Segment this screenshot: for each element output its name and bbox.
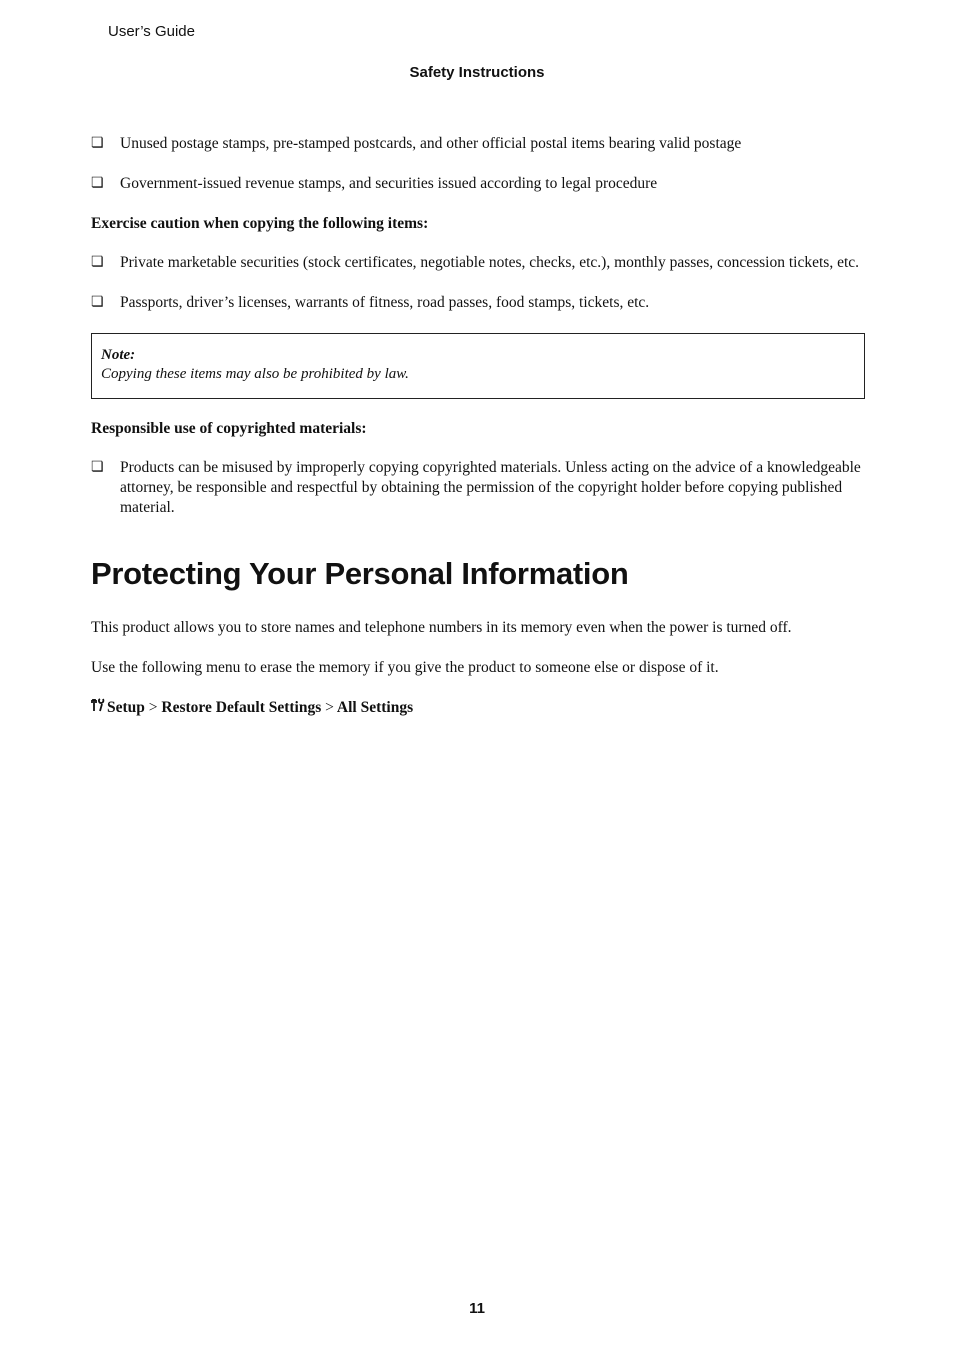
- note-box: [91, 333, 865, 399]
- list-item-text: Products can be misused by improperly copying copyrighted materials. Unless acting on the advice of a knowledgeable attorney, be responsible and respectful by obtaining the permission of the copyright holder before copying published material.: [120, 459, 861, 516]
- note-text: Copying these items may also be prohibited by law.: [101, 366, 409, 382]
- menu-restore-default: Restore Default Settings: [161, 699, 322, 716]
- list-item: [91, 253, 865, 273]
- setup-wrench-icon: [91, 698, 105, 718]
- checkbox-bullet-icon: ❏: [91, 255, 104, 270]
- paragraph: Use the following menu to erase the memory if you give the product to someone else or dispose of it.: [91, 659, 719, 676]
- checkbox-bullet-icon: ❏: [91, 136, 104, 151]
- menu-separator: >: [148, 699, 158, 716]
- list-item-text: Government-issued revenue stamps, and securities issued according to legal procedure: [120, 175, 658, 192]
- section-header: Safety Instructions: [409, 64, 545, 81]
- copyright-heading: Responsible use of copyrighted materials:: [91, 420, 367, 437]
- guide-title: User’s Guide: [108, 23, 195, 40]
- page-number: 11: [469, 1300, 485, 1317]
- list-item-text: Private marketable securities (stock certificates, negotiable notes, checks, etc.), monthly passes, concession tickets, etc.: [120, 254, 860, 271]
- paragraph: This product allows you to store names and telephone numbers in its memory even when the power is turned off.: [91, 619, 792, 636]
- note-title: Note:: [101, 347, 136, 363]
- menu-separator: >: [325, 699, 334, 716]
- checkbox-bullet-icon: ❏: [91, 176, 104, 191]
- menu-setup: Setup: [107, 699, 145, 716]
- menu-all-settings: All Settings: [336, 699, 414, 716]
- list-item: [91, 293, 865, 313]
- page-content: [91, 134, 865, 718]
- list-item-text: Unused postage stamps, pre-stamped postcards, and other official postal items bearing valid postage: [120, 135, 742, 152]
- caution-heading: Exercise caution when copying the following items:: [91, 215, 429, 232]
- section-title: Protecting Your Personal Information: [91, 556, 629, 591]
- list-item: [91, 458, 865, 518]
- list-item: [91, 174, 865, 194]
- list-item: [91, 134, 865, 154]
- list-item-text: Passports, driver’s licenses, warrants of fitness, road passes, food stamps, tickets, etc.: [120, 294, 650, 311]
- checkbox-bullet-icon: ❏: [91, 295, 104, 310]
- menu-path: [91, 698, 865, 718]
- checkbox-bullet-icon: ❏: [91, 460, 104, 475]
